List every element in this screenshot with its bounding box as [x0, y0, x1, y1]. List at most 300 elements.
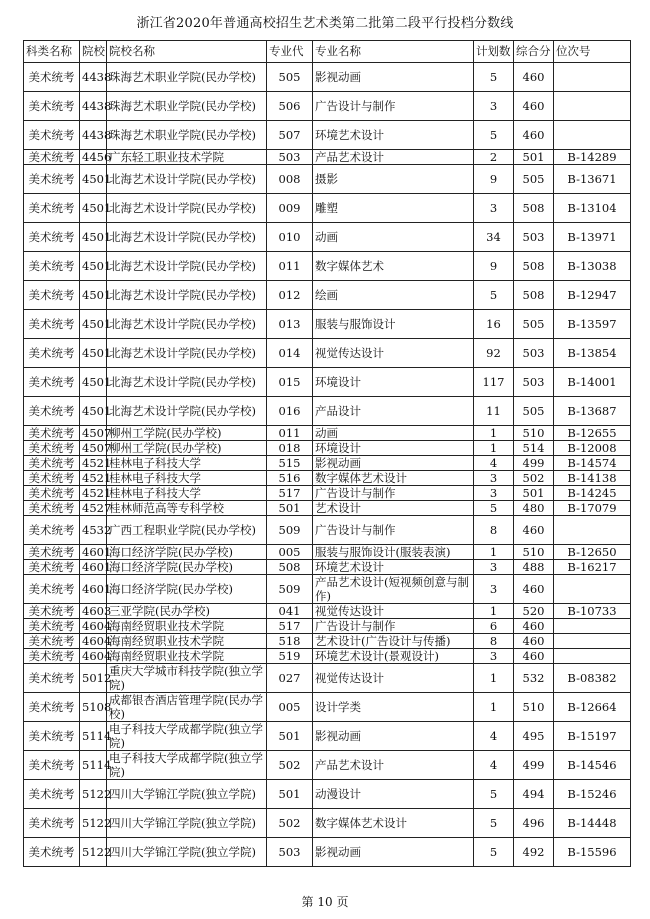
- major-code-cell: 503: [267, 150, 313, 165]
- rank-cell: [554, 575, 631, 604]
- rank-cell: B-14448: [554, 809, 631, 838]
- school-name-cell: 北海艺术设计学院(民办学校): [107, 223, 267, 252]
- school-code-cell: 4438: [80, 121, 107, 150]
- school-name-cell: 四川大学锦江学院(独立学院): [107, 780, 267, 809]
- plan-count-cell: 1: [474, 664, 514, 693]
- major-code-cell: 011: [267, 426, 313, 441]
- major-name-cell: 摄影: [313, 165, 474, 194]
- page-title: 浙江省2020年普通高校招生艺术类第二批第二段平行投档分数线: [136, 16, 514, 31]
- rank-cell: B-13687: [554, 397, 631, 426]
- major-name-cell: 产品设计: [313, 397, 474, 426]
- major-name-cell: 影视动画: [313, 63, 474, 92]
- major-code-cell: 012: [267, 281, 313, 310]
- school-code-cell: 4501: [80, 397, 107, 426]
- table-row: [24, 664, 631, 693]
- major-name-cell: 环境艺术设计(景观设计): [313, 649, 474, 664]
- major-code-cell: 008: [267, 165, 313, 194]
- rank-cell: [554, 63, 631, 92]
- rank-cell: B-15197: [554, 722, 631, 751]
- plan-count-cell: 4: [474, 751, 514, 780]
- table-row: [24, 486, 631, 501]
- school-code-cell: 5122: [80, 809, 107, 838]
- table-row: [24, 693, 631, 722]
- school-name-cell: 海南经贸职业技术学院: [107, 649, 267, 664]
- school-name-cell: 海南经贸职业技术学院: [107, 619, 267, 634]
- major-code-cell: 005: [267, 545, 313, 560]
- table-row: [24, 809, 631, 838]
- major-name-cell: 环境设计: [313, 441, 474, 456]
- school-code-cell: 4501: [80, 281, 107, 310]
- major-name-cell: 艺术设计(广告设计与传播): [313, 634, 474, 649]
- category-cell: 美术统考: [24, 471, 80, 486]
- table-row: [24, 560, 631, 575]
- rank-cell: B-14546: [554, 751, 631, 780]
- composite-score-cell: 503: [514, 223, 554, 252]
- school-code-cell: 4501: [80, 223, 107, 252]
- major-name-cell: 环境设计: [313, 368, 474, 397]
- composite-score-cell: 510: [514, 426, 554, 441]
- major-code-cell: 501: [267, 780, 313, 809]
- school-name-cell: 北海艺术设计学院(民办学校): [107, 339, 267, 368]
- composite-score-cell: 503: [514, 368, 554, 397]
- major-name-cell: 产品艺术设计: [313, 751, 474, 780]
- category-cell: 美术统考: [24, 441, 80, 456]
- major-name-cell: 视觉传达设计: [313, 664, 474, 693]
- major-code-cell: 517: [267, 619, 313, 634]
- major-code-cell: 501: [267, 722, 313, 751]
- major-code-cell: 501: [267, 501, 313, 516]
- plan-count-cell: 3: [474, 649, 514, 664]
- major-name-cell: 雕塑: [313, 194, 474, 223]
- major-name-cell: 艺术设计: [313, 501, 474, 516]
- major-code-cell: 014: [267, 339, 313, 368]
- plan-count-cell: 3: [474, 471, 514, 486]
- composite-score-cell: 460: [514, 634, 554, 649]
- table-row: [24, 471, 631, 486]
- school-code-cell: 5114: [80, 751, 107, 780]
- major-code-cell: 507: [267, 121, 313, 150]
- major-name-cell: 数字媒体艺术: [313, 252, 474, 281]
- school-name-cell: 北海艺术设计学院(民办学校): [107, 397, 267, 426]
- plan-count-cell: 1: [474, 545, 514, 560]
- composite-score-cell: 460: [514, 516, 554, 545]
- table-row: [24, 339, 631, 368]
- rank-cell: B-08382: [554, 664, 631, 693]
- table-row: [24, 575, 631, 604]
- school-name-cell: 柳州工学院(民办学校): [107, 441, 267, 456]
- category-cell: 美术统考: [24, 223, 80, 252]
- major-code-cell: 502: [267, 751, 313, 780]
- school-name-cell: 四川大学锦江学院(独立学院): [107, 838, 267, 867]
- page-number: 第 10 页: [301, 895, 349, 909]
- category-cell: 美术统考: [24, 397, 80, 426]
- table-row: [24, 310, 631, 339]
- rank-cell: [554, 619, 631, 634]
- table-row: [24, 722, 631, 751]
- major-code-cell: 508: [267, 560, 313, 575]
- table-row: [24, 397, 631, 426]
- major-code-cell: 505: [267, 63, 313, 92]
- major-code-cell: 517: [267, 486, 313, 501]
- school-name-cell: 重庆大学城市科技学院(独立学院): [107, 664, 267, 693]
- category-cell: 美术统考: [24, 165, 80, 194]
- major-code-cell: 502: [267, 809, 313, 838]
- plan-count-cell: 3: [474, 575, 514, 604]
- composite-score-cell: 495: [514, 722, 554, 751]
- school-code-cell: 4601: [80, 560, 107, 575]
- plan-count-cell: 9: [474, 165, 514, 194]
- table-row: [24, 252, 631, 281]
- composite-score-cell: 503: [514, 339, 554, 368]
- table-row: [24, 619, 631, 634]
- school-code-cell: 4501: [80, 368, 107, 397]
- major-code-cell: 005: [267, 693, 313, 722]
- category-cell: 美术统考: [24, 368, 80, 397]
- category-cell: 美术统考: [24, 92, 80, 121]
- rank-cell: B-13671: [554, 165, 631, 194]
- category-cell: 美术统考: [24, 649, 80, 664]
- composite-score-cell: 508: [514, 281, 554, 310]
- major-name-cell: 广告设计与制作: [313, 486, 474, 501]
- table-row: [24, 223, 631, 252]
- school-code-cell: 4521: [80, 471, 107, 486]
- rank-cell: B-15246: [554, 780, 631, 809]
- school-code-cell: 4438: [80, 92, 107, 121]
- table-row: [24, 649, 631, 664]
- table-row: [24, 150, 631, 165]
- category-cell: 美术统考: [24, 426, 80, 441]
- school-code-cell: 4501: [80, 339, 107, 368]
- plan-count-cell: 1: [474, 441, 514, 456]
- category-cell: 美术统考: [24, 310, 80, 339]
- rank-cell: B-12664: [554, 693, 631, 722]
- school-code-cell: 4601: [80, 575, 107, 604]
- composite-score-cell: 502: [514, 471, 554, 486]
- rank-cell: B-13971: [554, 223, 631, 252]
- category-cell: 美术统考: [24, 252, 80, 281]
- school-name-cell: 北海艺术设计学院(民办学校): [107, 194, 267, 223]
- plan-count-cell: 5: [474, 63, 514, 92]
- composite-score-cell: 460: [514, 619, 554, 634]
- header-plan-count: 计划数: [474, 41, 514, 63]
- header-category: 科类名称: [24, 41, 80, 63]
- major-name-cell: 影视动画: [313, 722, 474, 751]
- major-name-cell: 环境艺术设计: [313, 121, 474, 150]
- plan-count-cell: 1: [474, 604, 514, 619]
- table-row: [24, 194, 631, 223]
- plan-count-cell: 5: [474, 780, 514, 809]
- table-row: [24, 501, 631, 516]
- major-code-cell: 518: [267, 634, 313, 649]
- category-cell: 美术统考: [24, 838, 80, 867]
- table-row: [24, 838, 631, 867]
- table-row: [24, 281, 631, 310]
- header-school-name: 院校名称: [107, 41, 267, 63]
- school-code-cell: 4601: [80, 545, 107, 560]
- plan-count-cell: 3: [474, 92, 514, 121]
- category-cell: 美术统考: [24, 560, 80, 575]
- school-name-cell: 广西工程职业学院(民办学校): [107, 516, 267, 545]
- plan-count-cell: 9: [474, 252, 514, 281]
- school-name-cell: 北海艺术设计学院(民办学校): [107, 368, 267, 397]
- major-name-cell: 广告设计与制作: [313, 619, 474, 634]
- category-cell: 美术统考: [24, 604, 80, 619]
- plan-count-cell: 3: [474, 194, 514, 223]
- rank-cell: B-17079: [554, 501, 631, 516]
- school-code-cell: 4532: [80, 516, 107, 545]
- composite-score-cell: 480: [514, 501, 554, 516]
- school-code-cell: 4507: [80, 426, 107, 441]
- school-code-cell: 4604: [80, 634, 107, 649]
- composite-score-cell: 488: [514, 560, 554, 575]
- school-code-cell: 4521: [80, 486, 107, 501]
- major-name-cell: 产品艺术设计(短视频创意与制作): [313, 575, 474, 604]
- major-name-cell: 视觉传达设计: [313, 604, 474, 619]
- rank-cell: B-15596: [554, 838, 631, 867]
- plan-count-cell: 2: [474, 150, 514, 165]
- plan-count-cell: 5: [474, 121, 514, 150]
- plan-count-cell: 8: [474, 516, 514, 545]
- table-row: [24, 63, 631, 92]
- plan-count-cell: 92: [474, 339, 514, 368]
- category-cell: 美术统考: [24, 63, 80, 92]
- school-name-cell: 成都银杏酒店管理学院(民办学校): [107, 693, 267, 722]
- plan-count-cell: 6: [474, 619, 514, 634]
- category-cell: 美术统考: [24, 456, 80, 471]
- school-code-cell: 4501: [80, 310, 107, 339]
- table-row: [24, 92, 631, 121]
- plan-count-cell: 11: [474, 397, 514, 426]
- school-name-cell: 北海艺术设计学院(民办学校): [107, 165, 267, 194]
- category-cell: 美术统考: [24, 722, 80, 751]
- rank-cell: B-14574: [554, 456, 631, 471]
- table-header-row: [24, 41, 631, 63]
- plan-count-cell: 4: [474, 722, 514, 751]
- school-code-cell: 5122: [80, 838, 107, 867]
- major-code-cell: 506: [267, 92, 313, 121]
- rank-cell: B-14138: [554, 471, 631, 486]
- composite-score-cell: 494: [514, 780, 554, 809]
- major-code-cell: 519: [267, 649, 313, 664]
- category-cell: 美术统考: [24, 516, 80, 545]
- major-name-cell: 广告设计与制作: [313, 516, 474, 545]
- header-composite-score: 综合分: [514, 41, 554, 63]
- major-name-cell: 绘画: [313, 281, 474, 310]
- school-name-cell: 珠海艺术职业学院(民办学校): [107, 121, 267, 150]
- composite-score-cell: 508: [514, 194, 554, 223]
- school-name-cell: 桂林师范高等专科学校: [107, 501, 267, 516]
- major-name-cell: 视觉传达设计: [313, 339, 474, 368]
- major-name-cell: 动画: [313, 426, 474, 441]
- plan-count-cell: 34: [474, 223, 514, 252]
- rank-cell: B-12008: [554, 441, 631, 456]
- school-name-cell: 四川大学锦江学院(独立学院): [107, 809, 267, 838]
- rank-cell: [554, 92, 631, 121]
- category-cell: 美术统考: [24, 693, 80, 722]
- rank-cell: B-12655: [554, 426, 631, 441]
- plan-count-cell: 4: [474, 456, 514, 471]
- category-cell: 美术统考: [24, 150, 80, 165]
- major-code-cell: 009: [267, 194, 313, 223]
- rank-cell: B-16217: [554, 560, 631, 575]
- category-cell: 美术统考: [24, 281, 80, 310]
- school-name-cell: 海南经贸职业技术学院: [107, 634, 267, 649]
- table-row: [24, 634, 631, 649]
- school-name-cell: 海口经济学院(民办学校): [107, 560, 267, 575]
- composite-score-cell: 520: [514, 604, 554, 619]
- major-code-cell: 016: [267, 397, 313, 426]
- major-code-cell: 015: [267, 368, 313, 397]
- category-cell: 美术统考: [24, 486, 80, 501]
- major-name-cell: 设计学类: [313, 693, 474, 722]
- composite-score-cell: 460: [514, 649, 554, 664]
- rank-cell: B-14289: [554, 150, 631, 165]
- composite-score-cell: 496: [514, 809, 554, 838]
- header-major-name: 专业名称: [313, 41, 474, 63]
- composite-score-cell: 505: [514, 310, 554, 339]
- major-code-cell: 013: [267, 310, 313, 339]
- composite-score-cell: 514: [514, 441, 554, 456]
- plan-count-cell: 5: [474, 838, 514, 867]
- category-cell: 美术统考: [24, 545, 80, 560]
- category-cell: 美术统考: [24, 664, 80, 693]
- composite-score-cell: 510: [514, 693, 554, 722]
- category-cell: 美术统考: [24, 751, 80, 780]
- table-row: [24, 545, 631, 560]
- plan-count-cell: 8: [474, 634, 514, 649]
- category-cell: 美术统考: [24, 339, 80, 368]
- plan-count-cell: 5: [474, 281, 514, 310]
- major-name-cell: 动漫设计: [313, 780, 474, 809]
- rank-cell: B-10733: [554, 604, 631, 619]
- table-row: [24, 426, 631, 441]
- header-school-code: 院校: [80, 41, 107, 63]
- composite-score-cell: 499: [514, 456, 554, 471]
- composite-score-cell: 460: [514, 92, 554, 121]
- plan-count-cell: 16: [474, 310, 514, 339]
- major-code-cell: 011: [267, 252, 313, 281]
- school-name-cell: 桂林电子科技大学: [107, 471, 267, 486]
- composite-score-cell: 492: [514, 838, 554, 867]
- rank-cell: [554, 121, 631, 150]
- major-code-cell: 027: [267, 664, 313, 693]
- school-name-cell: 北海艺术设计学院(民办学校): [107, 281, 267, 310]
- composite-score-cell: 501: [514, 486, 554, 501]
- composite-score-cell: 460: [514, 121, 554, 150]
- plan-count-cell: 5: [474, 501, 514, 516]
- composite-score-cell: 532: [514, 664, 554, 693]
- category-cell: 美术统考: [24, 194, 80, 223]
- major-name-cell: 服装与服饰设计: [313, 310, 474, 339]
- category-cell: 美术统考: [24, 809, 80, 838]
- plan-count-cell: 5: [474, 809, 514, 838]
- school-code-cell: 5108: [80, 693, 107, 722]
- rank-cell: B-12650: [554, 545, 631, 560]
- school-name-cell: 电子科技大学成都学院(独立学院): [107, 722, 267, 751]
- major-code-cell: 503: [267, 838, 313, 867]
- table-row: [24, 368, 631, 397]
- school-name-cell: 珠海艺术职业学院(民办学校): [107, 63, 267, 92]
- plan-count-cell: 1: [474, 426, 514, 441]
- school-name-cell: 海口经济学院(民办学校): [107, 545, 267, 560]
- school-name-cell: 广东轻工职业技术学院: [107, 150, 267, 165]
- school-code-cell: 4604: [80, 619, 107, 634]
- composite-score-cell: 508: [514, 252, 554, 281]
- rank-cell: B-14245: [554, 486, 631, 501]
- category-cell: 美术统考: [24, 780, 80, 809]
- major-name-cell: 数字媒体艺术设计: [313, 809, 474, 838]
- major-code-cell: 018: [267, 441, 313, 456]
- major-name-cell: 动画: [313, 223, 474, 252]
- school-code-cell: 4527: [80, 501, 107, 516]
- composite-score-cell: 499: [514, 751, 554, 780]
- header-major-code: 专业代: [267, 41, 313, 63]
- school-code-cell: 4501: [80, 194, 107, 223]
- category-cell: 美术统考: [24, 634, 80, 649]
- rank-cell: [554, 634, 631, 649]
- plan-count-cell: 3: [474, 486, 514, 501]
- plan-count-cell: 3: [474, 560, 514, 575]
- rank-cell: [554, 516, 631, 545]
- composite-score-cell: 505: [514, 165, 554, 194]
- major-name-cell: 影视动画: [313, 838, 474, 867]
- school-name-cell: 柳州工学院(民办学校): [107, 426, 267, 441]
- major-code-cell: 516: [267, 471, 313, 486]
- composite-score-cell: 460: [514, 575, 554, 604]
- school-name-cell: 桂林电子科技大学: [107, 486, 267, 501]
- school-code-cell: 4456: [80, 150, 107, 165]
- school-code-cell: 4438: [80, 63, 107, 92]
- school-name-cell: 珠海艺术职业学院(民办学校): [107, 92, 267, 121]
- major-code-cell: 509: [267, 575, 313, 604]
- major-name-cell: 产品艺术设计: [313, 150, 474, 165]
- rank-cell: B-13854: [554, 339, 631, 368]
- school-code-cell: 4501: [80, 165, 107, 194]
- school-name-cell: 三亚学院(民办学校): [107, 604, 267, 619]
- category-cell: 美术统考: [24, 501, 80, 516]
- major-code-cell: 041: [267, 604, 313, 619]
- plan-count-cell: 117: [474, 368, 514, 397]
- major-code-cell: 509: [267, 516, 313, 545]
- composite-score-cell: 460: [514, 63, 554, 92]
- table-row: [24, 780, 631, 809]
- major-name-cell: 环境艺术设计: [313, 560, 474, 575]
- rank-cell: B-13597: [554, 310, 631, 339]
- table-row: [24, 456, 631, 471]
- table-row: [24, 751, 631, 780]
- major-code-cell: 515: [267, 456, 313, 471]
- school-name-cell: 北海艺术设计学院(民办学校): [107, 252, 267, 281]
- school-name-cell: 海口经济学院(民办学校): [107, 575, 267, 604]
- major-name-cell: 影视动画: [313, 456, 474, 471]
- category-cell: 美术统考: [24, 575, 80, 604]
- major-name-cell: 服装与服饰设计(服装表演): [313, 545, 474, 560]
- table-row: [24, 165, 631, 194]
- table-row: [24, 516, 631, 545]
- rank-cell: B-12947: [554, 281, 631, 310]
- table-row: [24, 441, 631, 456]
- school-code-cell: 5012: [80, 664, 107, 693]
- table-row: [24, 604, 631, 619]
- header-rank: 位次号: [554, 41, 631, 63]
- school-code-cell: 4521: [80, 456, 107, 471]
- school-name-cell: 桂林电子科技大学: [107, 456, 267, 471]
- rank-cell: B-13104: [554, 194, 631, 223]
- school-name-cell: 北海艺术设计学院(民办学校): [107, 310, 267, 339]
- admission-score-table: [23, 40, 631, 867]
- school-code-cell: 4501: [80, 252, 107, 281]
- composite-score-cell: 501: [514, 150, 554, 165]
